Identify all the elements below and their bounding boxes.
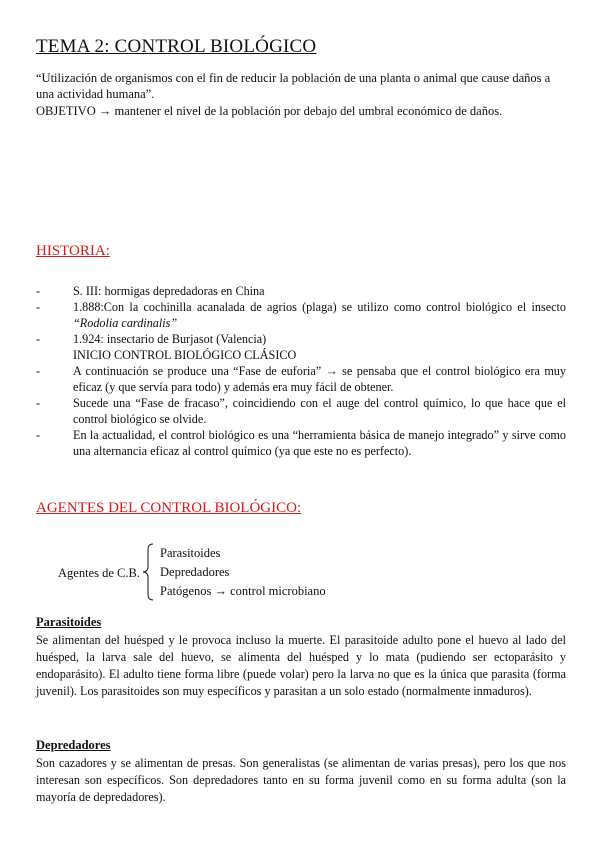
dash-bullet: -: [36, 284, 41, 298]
list-item: [36, 299, 566, 331]
agent-option: Parasitoides: [160, 546, 221, 560]
species-name: “Rodolia cardinalis”: [73, 316, 178, 330]
historia-list: [36, 283, 566, 459]
objetivo-text: mantener el nivel de la población por debajo del umbral económico de daños.: [114, 104, 503, 118]
depredadores-text: Son cazadores y se alimentan de presas. Son generalistas (se alimentan de varias presas), pero los que nos interesan son específicos. Son depredadores tanto en su forma juvenil como en su forma adulta (son la mayoría de depredadores).: [36, 756, 566, 804]
curly-brace-icon: [142, 543, 154, 601]
arrow-icon: →: [98, 104, 112, 118]
agentes-heading: AGENTES DEL CONTROL BIOLÓGICO:: [36, 500, 302, 516]
agent-option: Depredadores: [160, 565, 230, 579]
historia-heading: HISTORIA:: [36, 243, 110, 259]
list-item-text: En la actualidad, el control biológico es una “herramienta básica de manejo integrado” y sirve como una alternancia eficaz al control químico (ya que este no es perfecto).: [73, 428, 566, 458]
agent-option: Patógenos → control microbiano: [160, 584, 326, 598]
list-item: [36, 283, 566, 299]
list-item: [36, 395, 566, 427]
list-item-text: S. III: hormigas depredadoras en China: [73, 284, 265, 298]
objetivo-line: [36, 103, 576, 119]
parasitoides-heading: Parasitoides: [36, 615, 102, 629]
list-item: [36, 363, 566, 395]
list-item-text: 1.888:Con la cochinilla acanalada de agrios (plaga) se utilizo como control biológico el insecto: [73, 300, 566, 314]
list-item-text: Sucede una “Fase de fracaso”, coincidiendo con el auge del control químico, lo que hace que el control biológico se olvide.: [73, 396, 566, 426]
agentes-diagram: [58, 545, 458, 605]
page-title: TEMA 2: CONTROL BIOLÓGICO: [36, 36, 317, 57]
dash-bullet: -: [36, 332, 41, 346]
list-item-text: A continuación se produce una “Fase de euforia” → se pensaba que el control biológico era muy eficaz (y que servía para todo) y además era muy fácil de obtener.: [73, 364, 566, 394]
objetivo-label: OBJETIVO: [36, 104, 96, 118]
list-item: [36, 347, 566, 363]
list-item: [36, 331, 566, 347]
list-item-text: 1.924: insectario de Burjasot (Valencia): [73, 332, 267, 346]
dash-bullet: -: [36, 396, 41, 410]
agentes-label: Agentes de C.B.: [58, 566, 140, 580]
dash-bullet: -: [36, 364, 41, 378]
parasitoides-text: Se alimentan del huésped y le provoca incluso la muerte. El parasitoide adulto pone el huevo al lado del huésped, la larva sale del huevo, se alimenta del huésped y lo mata (pudiendo ser ectoparásito y endoparásito). El adulto tiene forma libre (puede volar) pero la larva no que es la única que parasita (forma juvenil). Los parasitoides son muy específicos y parasitan a un solo estado (normalmente inmaduros).: [36, 633, 566, 698]
definition-quote: “Utilización de organismos con el fin de reducir la población de una planta o animal que cause daños a una actividad humana”.: [36, 71, 551, 101]
dash-bullet: -: [36, 428, 41, 442]
depredadores-heading: Depredadores: [36, 738, 111, 752]
dash-bullet: -: [36, 300, 41, 314]
list-item: [36, 427, 566, 459]
list-item-text: INICIO CONTROL BIOLÓGICO CLÁSICO: [73, 348, 297, 362]
